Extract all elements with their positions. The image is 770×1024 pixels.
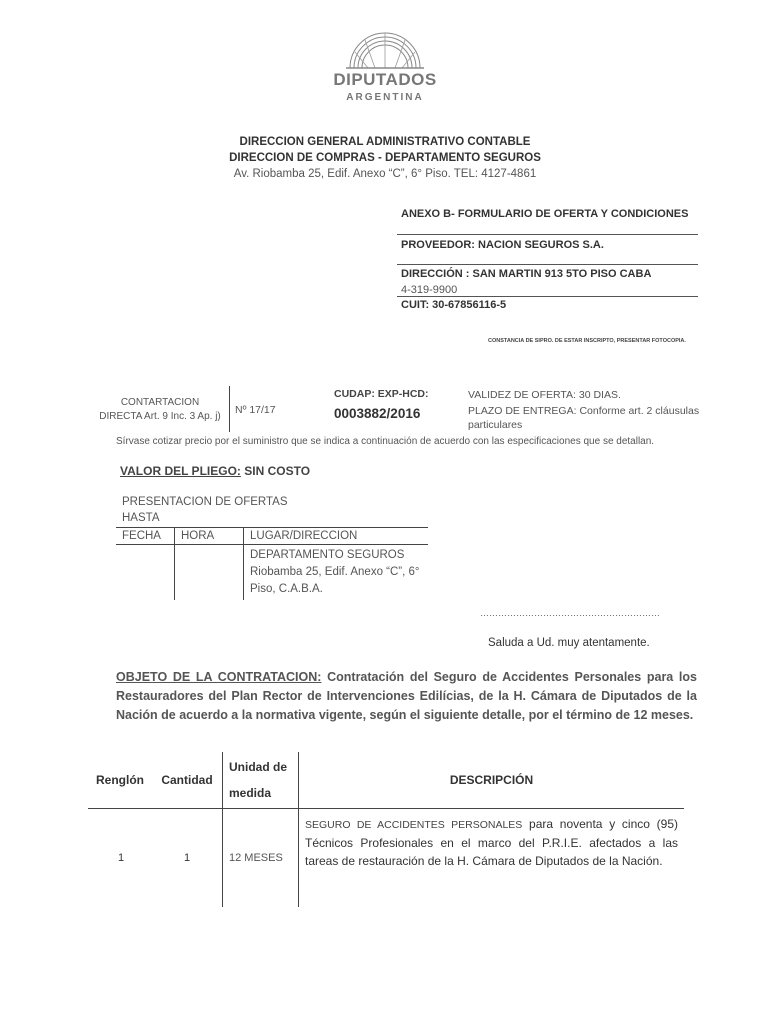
validez-oferta: VALIDEZ DE OFERTA: 30 DIAS. <box>468 389 621 401</box>
logo-title: DIPUTADOS <box>333 70 437 89</box>
divider <box>397 234 698 235</box>
col-cantidad: Cantidad <box>152 752 223 809</box>
lugar-line3: Piso, C.A.B.A. <box>250 583 323 595</box>
contratacion-tipo-line2: DIRECTA Art. 9 Inc. 3 Ap. j) <box>99 411 221 422</box>
saludo: Saluda a Ud. muy atentamente. <box>488 637 650 649</box>
contratacion-numero: Nº 17/17 <box>235 404 276 416</box>
plazo-entrega-cont: particulares <box>468 419 523 431</box>
constancia-note: CONSTANCIA DE SIPRO. DE ESTAR INSCRIPTO, PRESENTAR FOTOCOPIA. <box>488 338 686 344</box>
objeto-text: Contratación del Seguro de Accidentes Personales para los Restauradores del Plan Rector de Intervenciones Edilícias, de la H. Cámara de Diputados de la Nación de acuerdo a la normativa vigente, según el siguiente detalle, por el término de 12 meses. <box>116 670 697 722</box>
objeto-contratacion <box>116 668 697 725</box>
cudap-value: 0003882/2016 <box>334 406 421 421</box>
table-row <box>116 545 428 601</box>
col-unidad-line1: Unidad de <box>229 760 288 774</box>
signature-line: …………………………………………………… <box>480 608 660 618</box>
descripcion-rest: para noventa y cinco (95) Técnicos Profesionales en el marco del P.R.I.E. afectados a las tareas de restauración de la H. Cámara de Diputados de la Nación. <box>305 817 678 868</box>
objeto-label: OBJETO DE LA CONTRATACION: <box>116 670 322 684</box>
col-unidad <box>223 752 299 809</box>
proveedor: PROVEEDOR: NACION SEGUROS S.A. <box>401 239 604 251</box>
contratacion-tipo <box>92 396 228 424</box>
renglon-cell: 1 <box>118 852 125 864</box>
fecha-cell <box>116 545 175 601</box>
valor-pliego-label: VALOR DEL PLIEGO: <box>120 464 241 478</box>
direccion: DIRECCIÓN : SAN MARTIN 913 5TO PISO CABA <box>401 268 652 280</box>
valor-pliego-value: SIN COSTO <box>240 464 311 478</box>
lugar-line1: DEPARTAMENTO SEGUROS <box>250 549 405 561</box>
divider <box>397 264 698 265</box>
contratacion-tipo-line1: CONTARTACION <box>120 397 200 408</box>
col-lugar: LUGAR/DIRECCION <box>244 528 429 545</box>
cudap-label: CUDAP: EXP-HCD: <box>334 388 429 400</box>
presentacion-table <box>116 527 428 600</box>
table-row <box>88 809 684 908</box>
cantidad-cell: 1 <box>183 852 191 864</box>
anexo-title: ANEXO B- FORMULARIO DE OFERTA Y CONDICIONES <box>401 208 689 220</box>
divider <box>397 296 698 297</box>
unidad-cell: 12 MESES <box>223 809 299 908</box>
header-line-1: DIRECCION GENERAL ADMINISTRATIVO CONTABLE <box>239 136 531 148</box>
col-unidad-line2: medida <box>229 786 272 800</box>
presentacion-title: PRESENTACION DE OFERTAS <box>122 496 288 508</box>
descripcion-cell <box>299 809 685 908</box>
presentacion-hasta: HASTA <box>122 512 160 524</box>
telefono: 4-319-9900 <box>401 284 458 296</box>
descripcion-caps: SEGURO DE ACCIDENTES PERSONALES <box>305 819 523 831</box>
plazo-entrega: PLAZO DE ENTREGA: Conforme art. 2 cláusulas <box>468 405 700 417</box>
table-header-row <box>88 752 684 809</box>
col-renglon: Renglón <box>88 752 152 809</box>
logo-subtitle: ARGENTINA <box>346 92 424 103</box>
valor-pliego <box>120 464 310 478</box>
header-address: Av. Riobamba 25, Edif. Anexo “C”, 6° Piso. TEL: 4127-4861 <box>233 168 537 180</box>
col-descripcion: DESCRIPCIÓN <box>299 752 685 809</box>
cuit: CUIT: 30-67856116-5 <box>401 299 507 311</box>
lugar-line2: Riobamba 25, Edif. Anexo “C”, 6° <box>250 566 420 578</box>
hora-cell <box>175 545 244 601</box>
table-header-row <box>116 528 428 545</box>
header-line-2: DIRECCION DE COMPRAS - DEPARTAMENTO SEGUROS <box>229 152 541 164</box>
divider <box>229 386 230 432</box>
col-hora: HORA <box>175 528 244 545</box>
intro-text: Sírvase cotizar precio por el suministro que se indica a continuación de acuerdo con las especificaciones que se detallan. <box>116 436 655 447</box>
col-fecha: FECHA <box>116 528 175 545</box>
detalle-table <box>88 752 684 907</box>
lugar-cell <box>244 545 429 601</box>
